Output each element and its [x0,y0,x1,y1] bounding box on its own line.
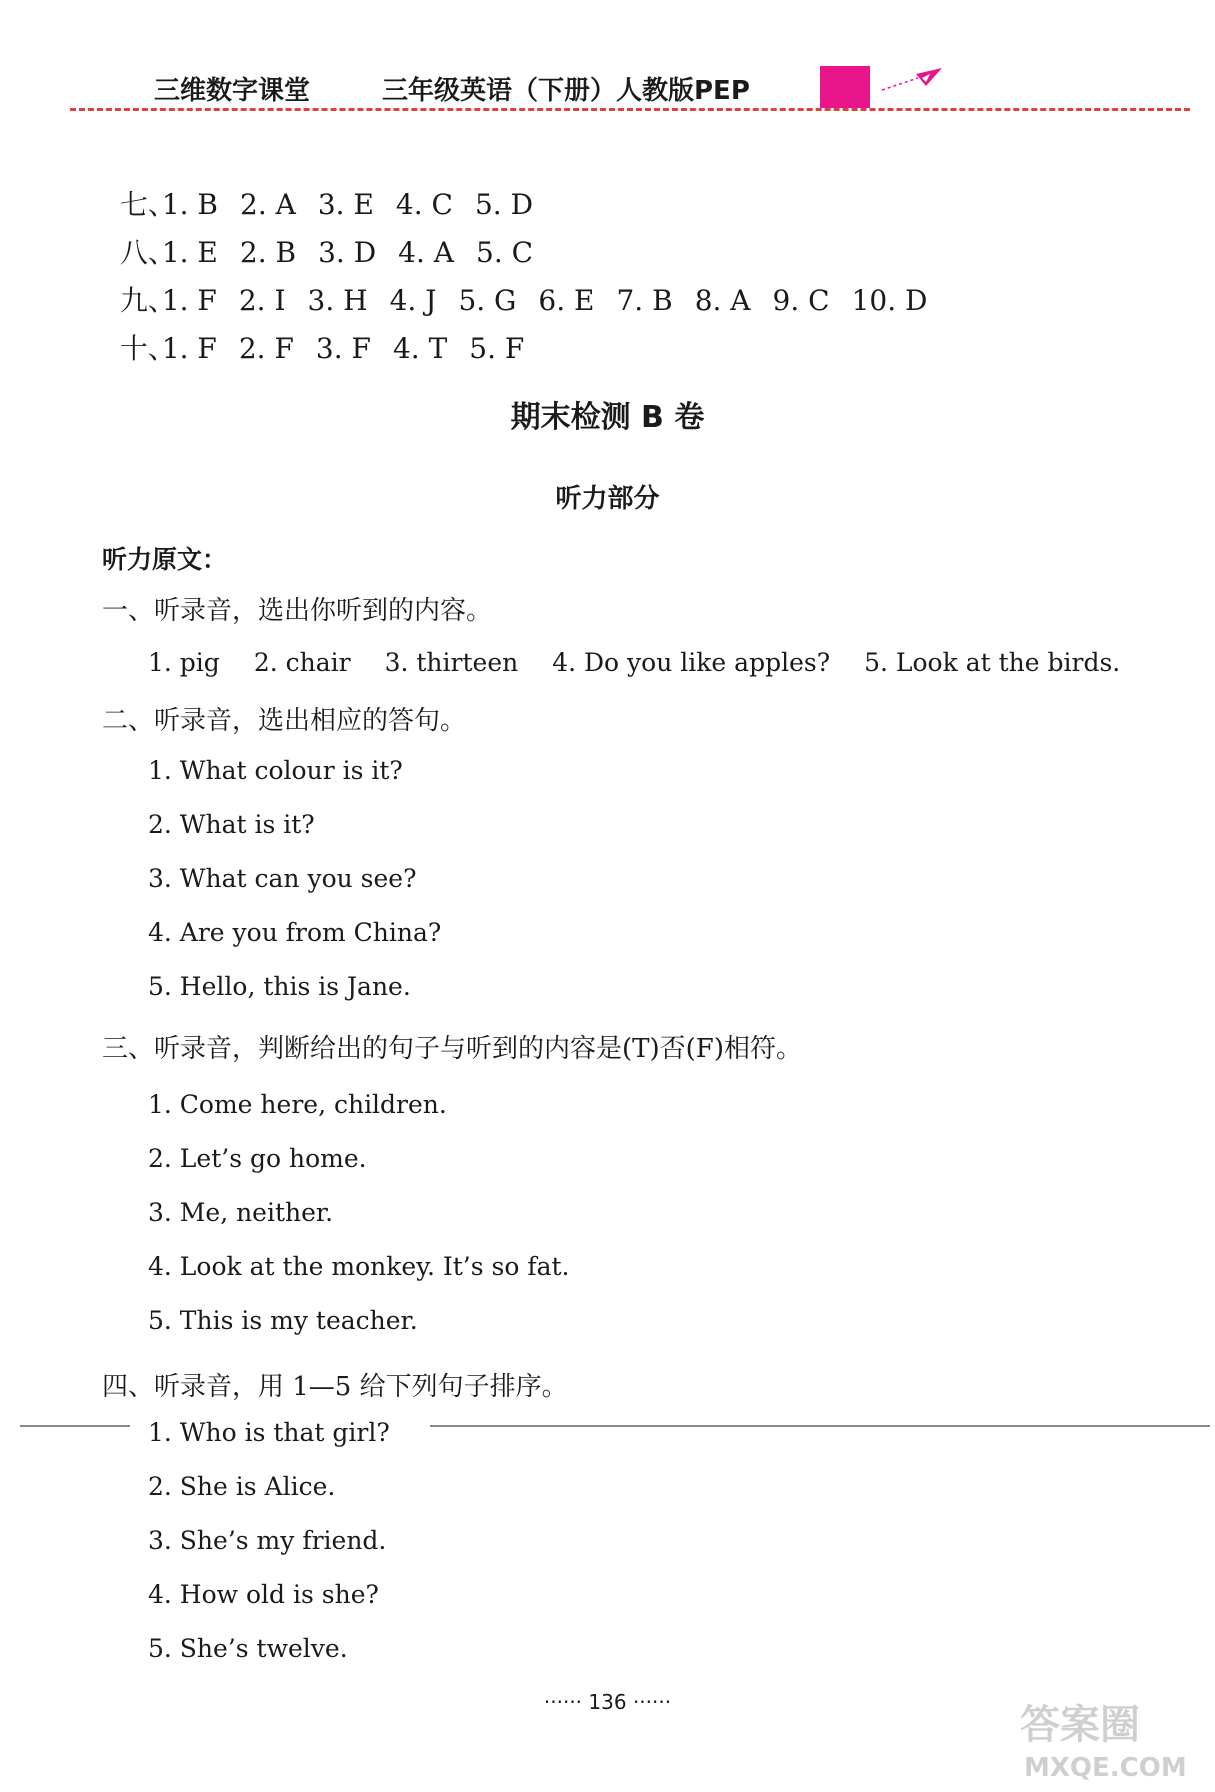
answer-row-10: 十、1. F 2. F 3. F 4. T 5. F [119,332,525,365]
list-item: 3. Me, neither. [148,1198,334,1227]
list-item: 1. pig [148,648,220,677]
svg-text:MXQE.COM: MXQE.COM [1024,1753,1187,1782]
answer-row-9: 九、1. F 2. I 3. H 4. J 5. G 6. E 7. B 8. A 9. C 10. D [119,284,928,317]
list-item: 4. Do you like apples? [552,648,831,677]
answer-row-8: 八、1. E 2. B 3. D 4. A 5. C [119,236,534,269]
scan-line [20,1425,130,1427]
list-item: 4. How old is she? [148,1580,379,1609]
q3-title: 三、听录音，判断给出的句子与听到的内容是(T)否(F)相符。 [102,1034,802,1064]
rocket-icon [878,64,948,104]
list-item: 2. She is Alice. [148,1472,336,1501]
book-title: 三年级英语（下册）人教版PEP [382,76,750,106]
svg-text:答案圈: 答案圈 [1020,1702,1140,1748]
list-item: 5. She’s twelve. [148,1634,348,1663]
list-item: 1. Come here, children. [148,1090,447,1119]
list-item: 5. This is my teacher. [148,1306,418,1335]
part-title: 听力部分 [555,484,660,514]
list-item: 1. Who is that girl? [148,1418,390,1447]
q1-title: 一、听录音，选出你听到的内容。 [102,596,493,626]
q4-title: 四、听录音，用 1—5 给下列句子排序。 [102,1372,568,1402]
list-item: 3. She’s my friend. [148,1526,387,1555]
section-title: 期末检测 B 卷 [510,400,705,435]
list-item: 5. Look at the birds. [864,648,1121,677]
page-number: ······ 136 ······ [543,1690,672,1714]
q1-items [148,648,1154,677]
answer-row-7: 七、1. B 2. A 3. E 4. C 5. D [119,188,534,221]
q2-title: 二、听录音，选出相应的答句。 [102,706,467,736]
page-header [70,56,1190,116]
list-item: 2. Let’s go home. [148,1144,367,1173]
list-item: 3. What can you see? [148,864,417,893]
list-item: 4. Are you from China? [148,918,442,947]
scan-line [430,1425,1210,1427]
list-item: 4. Look at the monkey. It’s so fat. [148,1252,570,1281]
watermark-logo [1016,1692,1206,1782]
list-item: 3. thirteen [384,648,519,677]
list-item: 5. Hello, this is Jane. [148,972,411,1001]
transcript-label: 听力原文： [102,545,228,574]
header-divider [70,108,1190,111]
list-item: 1. What colour is it? [148,756,403,785]
list-item: 2. chair [253,648,351,677]
list-item: 2. What is it? [148,810,315,839]
header-decoration-block [820,66,870,108]
series-name: 三维数字课堂 [154,76,311,106]
